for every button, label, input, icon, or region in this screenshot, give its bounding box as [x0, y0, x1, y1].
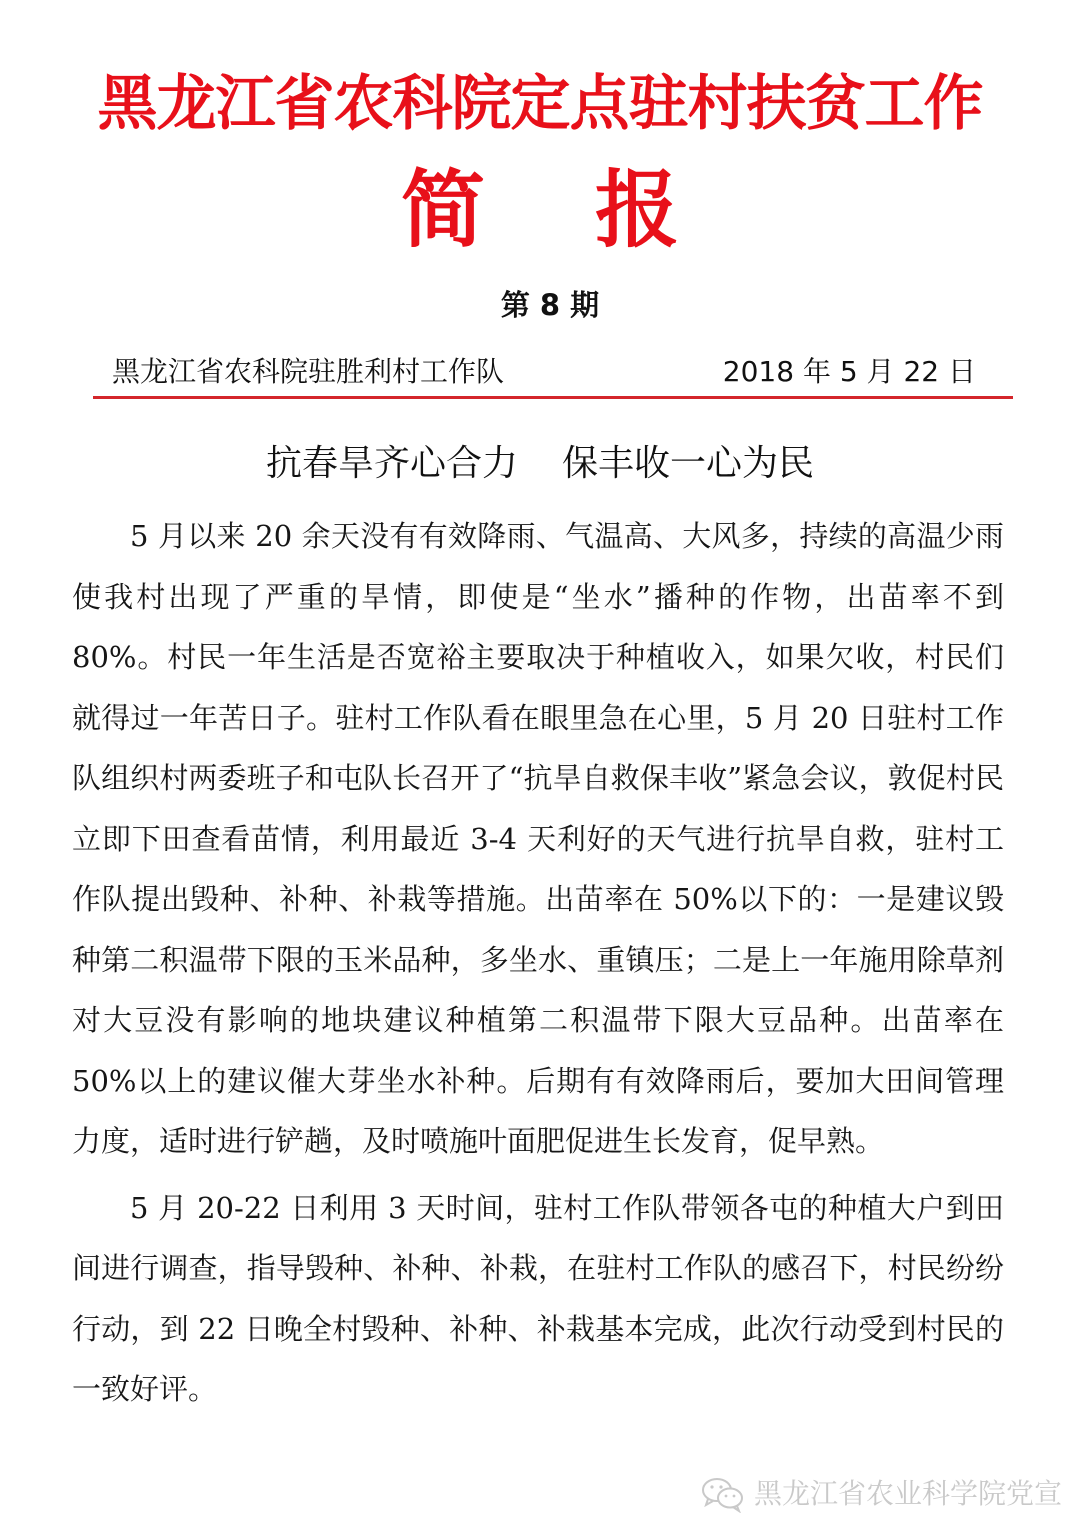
meta-row	[112, 352, 976, 392]
paragraph: 5 月以来 20 余天没有有效降雨、气温高、大风多，持续的高温少雨使我村出现了严重的旱情，即使是“坐水”播种的作物，出苗率不到 80%。村民一年生活是否宽裕主要取决于种植收入，如果欠收，村民们就得过一年苦日子。驻村工作队看在眼里急在心里，5 月 20 日驻村工作队组织村两委班子和屯队长召开了“抗旱自救保丰收”紧急会议，敦促村民立即下田查看苗情，利用最近 3-4 天利好的天气进行抗旱自救，驻村工作队提出毁种、补种、补栽等措施。出苗率在 50%以下的：一是建议毁种第二积温带下限的玉米品种，多坐水、重镇压；二是上一年施用除草剂对大豆没有影响的地块建议种植第二积温带下限大豆品种。出苗率在 50%以上的建议催大芽坐水补种。后期有有效降雨后，要加大田间管理力度，适时进行铲趟，及时喷施叶面肥促进生长发育，促早熟。	[72, 519, 1004, 1158]
paragraph: 5 月 20-22 日利用 3 天时间，驻村工作队带领各屯的种植大户到田间进行调查，指导毁种、补种、补栽，在驻村工作队的感召下，村民纷纷行动，到 22 日晚全村毁种、补种、补栽基本完成，此次行动受到村民的一致好评。	[72, 1190, 1004, 1406]
headline-part: 抗春旱齐心合力	[265, 443, 518, 484]
watermark	[700, 1472, 1062, 1516]
article-body	[72, 506, 1004, 1420]
issue-number: 第 8 期	[500, 288, 600, 322]
masthead-subtitle-char: 简	[400, 161, 485, 259]
masthead-subtitle	[0, 160, 1080, 260]
watermark-text: 黑龙江省农业科学院党宣	[754, 1477, 1063, 1510]
issuing-team: 黑龙江省农科院驻胜利村工作队	[112, 355, 505, 388]
red-divider	[93, 396, 1013, 399]
article-headline	[0, 436, 1080, 492]
masthead-subtitle-char: 报	[595, 161, 680, 259]
masthead-title: 黑龙江省农科院定点驻村扶贫工作	[97, 69, 983, 139]
issue-date: 2018 年 5 月 22 日	[722, 355, 976, 388]
wechat-icon	[700, 1475, 746, 1513]
headline-part: 保丰收一心为民	[562, 443, 815, 484]
